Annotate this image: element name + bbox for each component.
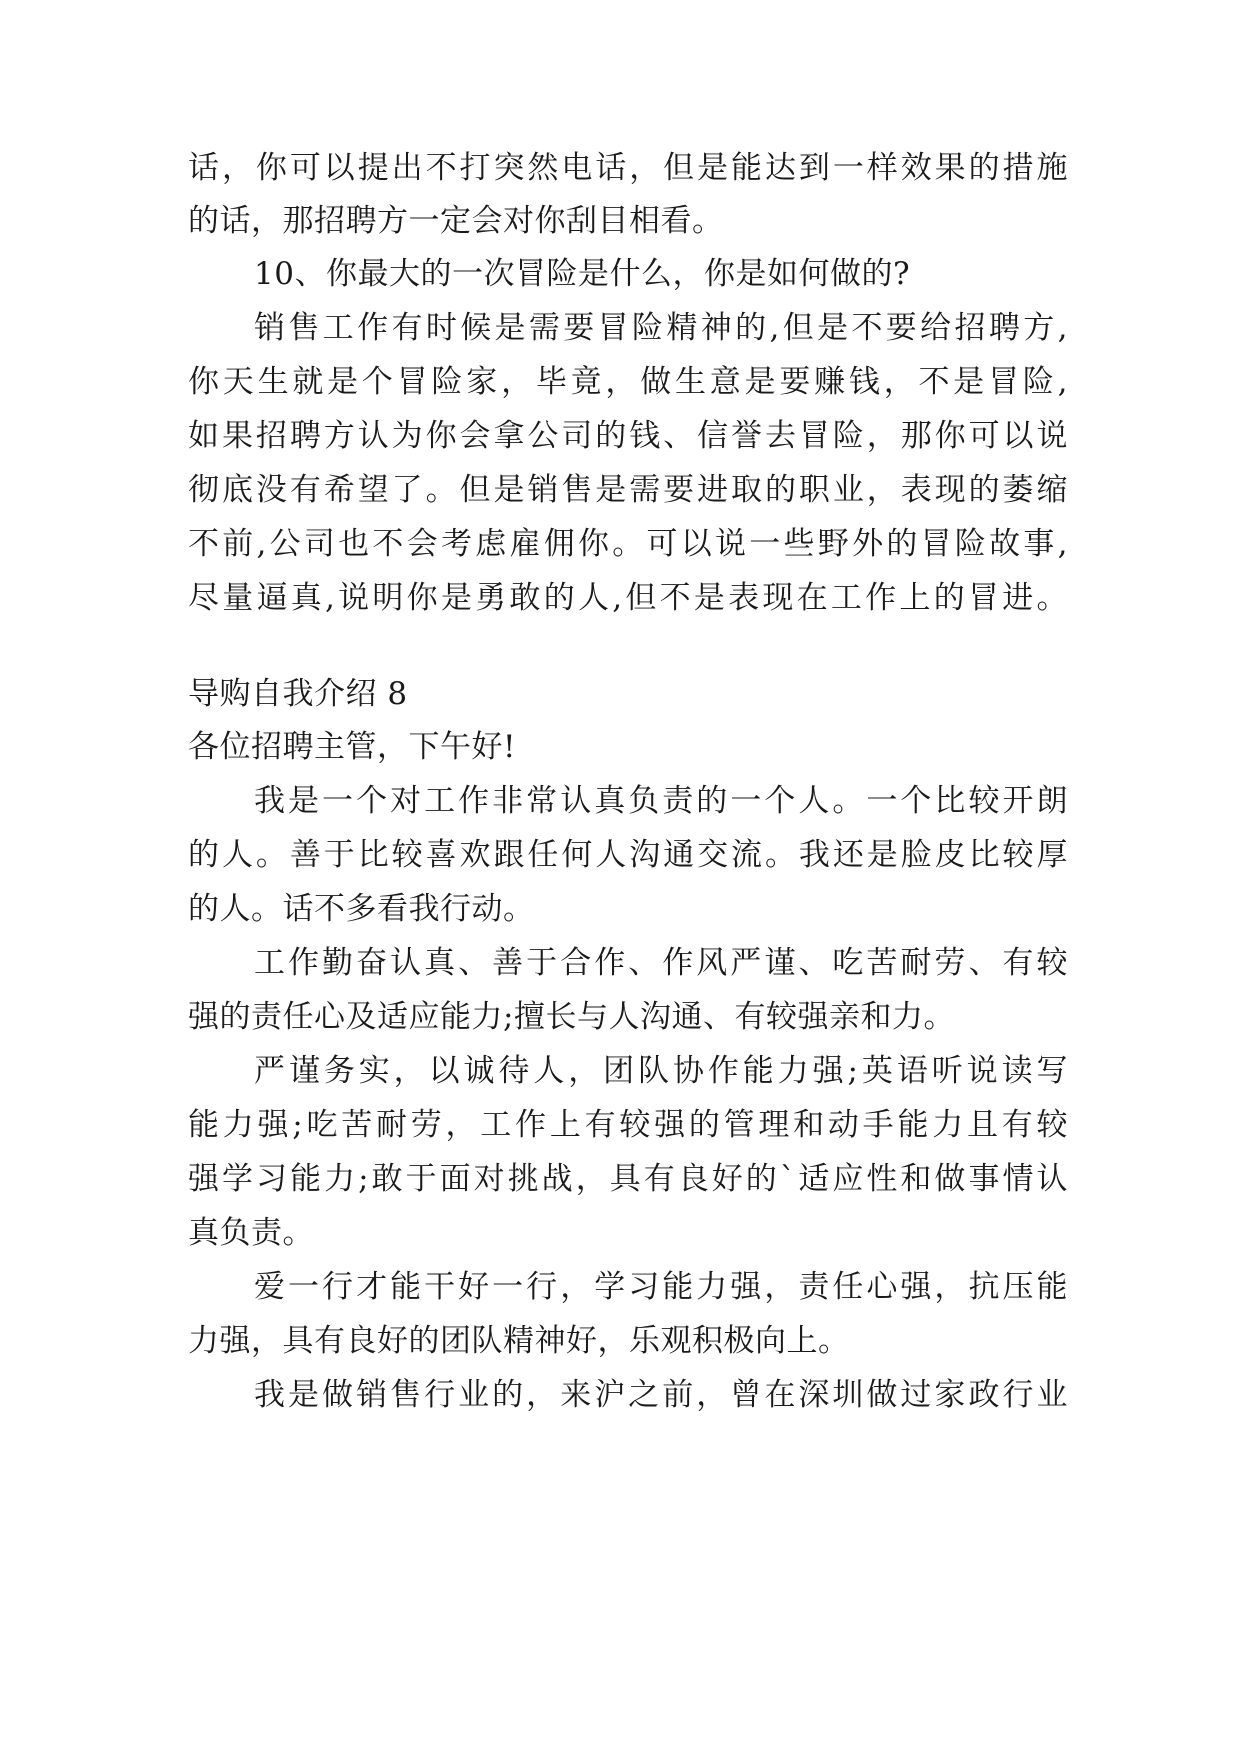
- section-title: 导购自我介绍 8: [188, 676, 408, 712]
- paragraph-line: 我是做销售行业的，来沪之前，曾在深圳做过家政行业: [254, 1377, 1068, 1413]
- paragraph-line: 强的责任心及适应能力;擅长与人沟通、有较强亲和力。: [188, 999, 955, 1035]
- paragraph-line: 尽量逼真,说明你是勇敢的人,但不是表现在工作上的冒进。: [188, 580, 1068, 616]
- paragraph-line: 能力强;吃苦耐劳，工作上有较强的管理和动手能力且有较: [188, 1107, 1068, 1143]
- paragraph-line: 的人。善于比较喜欢跟任何人沟通交流。我还是脸皮比较厚: [188, 837, 1068, 873]
- paragraph-line: 爱一行才能干好一行，学习能力强，责任心强，抗压能: [254, 1269, 1068, 1305]
- paragraph-line: 你天生就是个冒险家，毕竟，做生意是要赚钱，不是冒险,: [188, 364, 1068, 400]
- paragraph-line: 话，你可以提出不打突然电话，但是能达到一样效果的措施: [188, 150, 1068, 186]
- question-heading: 10、你最大的一次冒险是什么，你是如何做的?: [254, 256, 911, 292]
- paragraph-line: 的人。话不多看我行动。: [188, 891, 535, 927]
- paragraph-line: 的话，那招聘方一定会对你刮目相看。: [188, 203, 724, 239]
- greeting-line: 各位招聘主管，下午好!: [188, 729, 516, 765]
- paragraph-line: 彻底没有希望了。但是销售是需要进取的职业，表现的萎缩: [188, 472, 1068, 508]
- paragraph-line: 我是一个对工作非常认真负责的一个人。一个比较开朗: [254, 783, 1068, 819]
- paragraph-line: 工作勤奋认真、善于合作、作风严谨、吃苦耐劳、有较: [254, 945, 1068, 981]
- paragraph-line: 真负责。: [188, 1215, 314, 1251]
- paragraph-line: 严谨务实，以诚待人，团队协作能力强;英语听说读写: [254, 1053, 1068, 1089]
- paragraph-line: 不前,公司也不会考虑雇佣你。可以说一些野外的冒险故事,: [188, 526, 1068, 562]
- paragraph-line: 销售工作有时候是需要冒险精神的,但是不要给招聘方,: [254, 310, 1068, 346]
- paragraph-line: 强学习能力;敢于面对挑战，具有良好的`适应性和做事情认: [188, 1161, 1068, 1197]
- paragraph-line: 力强，具有良好的团队精神好，乐观积极向上。: [188, 1323, 850, 1359]
- paragraph-line: 如果招聘方认为你会拿公司的钱、信誉去冒险，那你可以说: [188, 418, 1068, 454]
